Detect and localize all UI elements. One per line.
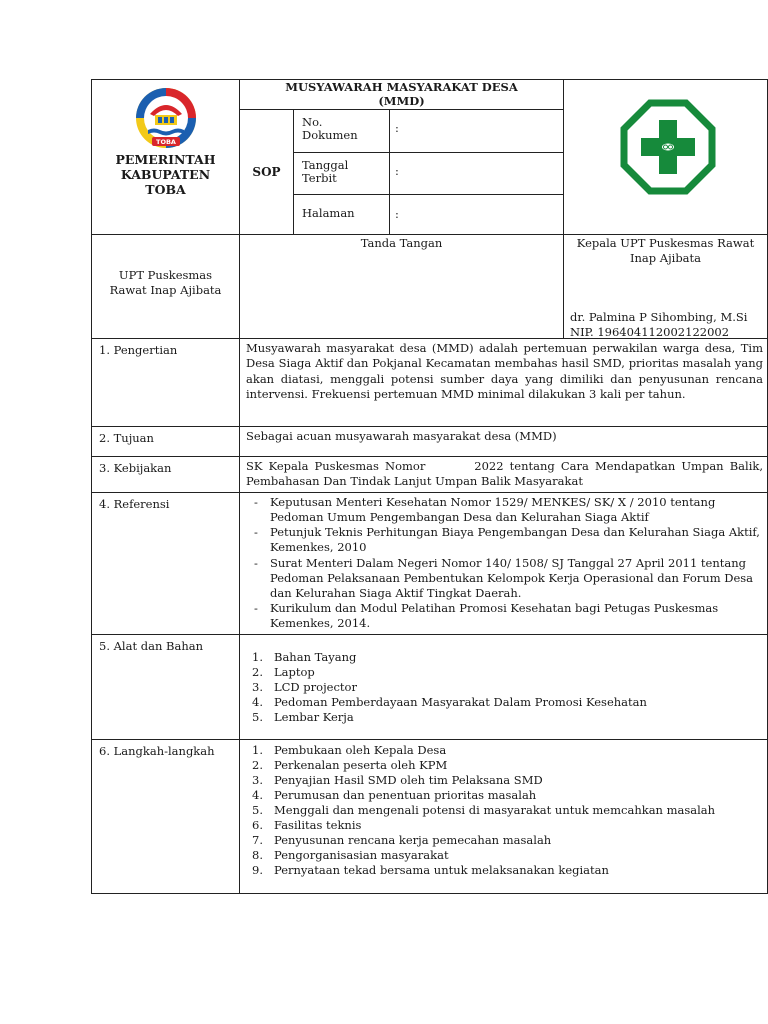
list-number: 2. (252, 757, 263, 772)
document-title (240, 80, 564, 110)
langkah-item-text: Menggali dan mengenali potensi di masyarakat untuk memcahkan masalah (274, 803, 716, 818)
sop-document (91, 79, 767, 894)
signature-area (240, 235, 564, 339)
list-item (246, 665, 761, 680)
referensi-list (246, 495, 761, 632)
langkah-item-text: Pengorganisasian masyarakat (274, 848, 449, 863)
head-name: dr. Palmina P Sihombing, M.Si (570, 310, 748, 324)
unit-line-1: UPT Puskesmas (118, 267, 213, 282)
head-nip: NIP. 196404112002122002 (570, 325, 730, 339)
langkah-item-text: Fasilitas teknis (274, 818, 362, 833)
meta-value-no-dokumen: : (390, 110, 564, 153)
org-line-1: PEMERINTAH (115, 152, 216, 167)
org-cell (92, 80, 240, 235)
list-number: 1. (252, 742, 263, 757)
section-text-pengertian: Musyawarah masyarakat desa (MMD) adalah pertemuan perwakilan warga desa, Tim Desa Siaga Aktif dan Pokjanal Kecamatan membahas hasil SMD, prioritas masalah yang akan diatasi, menggali potensi sumber daya yang dimiliki dan penyusunan rencana intervensi. Frekuensi pertemuan MMD minimal dilakukan 3 kali per tahun. (240, 339, 768, 427)
section-body-alat (240, 634, 768, 739)
alat-item-text: Pedoman Pemberdayaan Masyarakat Dalam Promosi Kesehatan (274, 694, 647, 709)
meta-value-tanggal-terbit: : (390, 153, 564, 195)
list-number: 6. (252, 818, 263, 833)
dash-marker: - (254, 494, 258, 509)
list-number: 9. (252, 863, 263, 878)
list-item (246, 803, 761, 818)
list-number: 7. (252, 833, 263, 848)
alat-item-text: LCD projector (274, 679, 357, 694)
list-item (246, 818, 761, 833)
puskesmas-logo-cell (564, 80, 768, 235)
section-label-langkah: 6. Langkah-langkah (92, 739, 240, 893)
section-label-referensi: 4. Referensi (92, 492, 240, 634)
langkah-list (246, 743, 761, 879)
list-item (246, 773, 761, 788)
alat-item-text: Bahan Tayang (274, 649, 357, 664)
list-number: 3. (252, 772, 263, 787)
list-item (246, 650, 761, 665)
meta-label-tanggal-terbit: Tanggal Terbit (294, 153, 390, 195)
org-line-2: KABUPATEN (120, 167, 211, 182)
sop-table (91, 79, 768, 894)
list-item (246, 743, 761, 758)
unit-line-2: Rawat Inap Ajibata (109, 282, 222, 297)
referensi-item-text: Keputusan Menteri Kesehatan Nomor 1529/ MENKES/ SK/ X / 2010 tentang Pedoman Umum Pengembangan Desa dan Kelurahan Siaga Aktif (270, 494, 716, 525)
list-item (246, 710, 761, 725)
list-number: 5. (252, 710, 263, 725)
list-item (246, 601, 761, 631)
referensi-item-text: Kurikulum dan Modul Pelatihan Promosi Kesehatan bagi Petugas Puskesmas Kemenkes, 2014. (270, 601, 719, 631)
list-number: 5. (252, 803, 263, 818)
meta-label-no-dokumen: No. Dokumen (294, 110, 390, 153)
alat-item-text: Laptop (274, 664, 315, 679)
sop-label: SOP (240, 110, 294, 235)
org-line-3: TOBA (145, 182, 186, 197)
list-item (246, 680, 761, 695)
head-info-cell (564, 235, 768, 339)
list-item (246, 863, 761, 878)
list-number: 4. (252, 787, 263, 802)
referensi-item-text: Petunjuk Teknis Perhitungan Biaya Pengembangan Desa dan Kelurahan Siaga Aktif, Kemenkes, 2010 (270, 525, 760, 555)
alat-item-text: Lembar Kerja (274, 710, 354, 725)
list-number: 3. (252, 679, 263, 694)
svg-text:TOBA: TOBA (156, 138, 176, 146)
section-label-alat: 5. Alat dan Bahan (92, 634, 240, 739)
section-label-tujuan: 2. Tujuan (92, 427, 240, 457)
head-title: Kepala UPT Puskesmas Rawat Inap Ajibata (576, 236, 755, 265)
section-label-kebijakan: 3. Kebijakan (92, 457, 240, 493)
langkah-item-text: Pernyataan tekad bersama untuk melaksanakan kegiatan (274, 863, 609, 878)
list-item (246, 556, 761, 602)
dash-marker: - (254, 601, 258, 616)
dash-marker: - (254, 555, 258, 570)
langkah-item-text: Perkenalan peserta oleh KPM (274, 757, 448, 772)
list-item (246, 848, 761, 863)
list-number: 8. (252, 848, 263, 863)
unit-name-cell (92, 235, 240, 339)
list-item (246, 495, 761, 525)
langkah-item-text: Pembukaan oleh Kepala Desa (274, 742, 447, 757)
meta-value-halaman: : (390, 195, 564, 235)
alat-list (246, 650, 761, 725)
list-item (246, 788, 761, 803)
list-item (246, 525, 761, 555)
title-line-2: (MMD) (378, 94, 425, 108)
toba-emblem-icon (92, 80, 240, 152)
referensi-item-text: Surat Menteri Dalam Negeri Nomor 140/ 1508/ SJ Tanggal 27 April 2011 tentang Pedoman Pelaksanaan Pembentukan Kelompok Kerja Operasional dan Forum Desa dan Kelurahan Siaga Aktif Tingkat Daerah. (270, 555, 754, 601)
section-label-pengertian: 1. Pengertian (92, 339, 240, 427)
org-name (92, 152, 239, 197)
langkah-item-text: Penyusunan rencana kerja pemecahan masalah (274, 833, 552, 848)
list-item (246, 758, 761, 773)
list-number: 2. (252, 664, 263, 679)
section-body-referensi (240, 492, 768, 634)
langkah-item-text: Penyajian Hasil SMD oleh tim Pelaksana SMD (274, 772, 543, 787)
title-line-1: MUSYAWARAH MASYARAKAT DESA (285, 80, 518, 94)
list-item (246, 695, 761, 710)
puskesmas-logo-icon (564, 95, 768, 215)
list-item (246, 833, 761, 848)
meta-label-halaman: Halaman (294, 195, 390, 235)
list-number: 4. (252, 694, 263, 709)
langkah-item-text: Perumusan dan penentuan prioritas masalah (274, 787, 537, 802)
section-text-kebijakan: SK Kepala Puskesmas Nomor 2022 tentang Cara Mendapatkan Umpan Balik, Pembahasan Dan Tindak Lanjut Umpan Balik Masyarakat (240, 457, 768, 493)
dash-marker: - (254, 525, 258, 540)
tanda-tangan-label: Tanda Tangan (360, 236, 443, 250)
section-text-tujuan: Sebagai acuan musyawarah masyarakat desa (MMD) (240, 427, 768, 457)
regency-logo (92, 80, 239, 152)
section-body-langkah (240, 739, 768, 893)
list-number: 1. (252, 649, 263, 664)
